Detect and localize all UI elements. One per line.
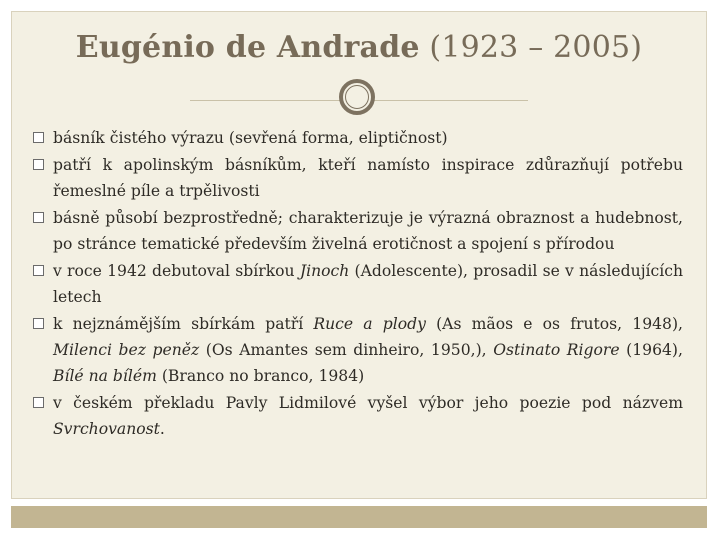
- bullet-text: [53, 315, 683, 385]
- footer-bar: [11, 506, 707, 528]
- square-bullet-icon: [33, 397, 44, 408]
- list-item: [33, 311, 683, 389]
- text-run: k nejznámějším sbírkám patří: [53, 315, 314, 333]
- list-item: [33, 125, 683, 151]
- list-item: [33, 205, 683, 257]
- square-bullet-icon: [33, 318, 44, 329]
- text-run: .: [159, 420, 165, 438]
- italic-title: Ruce a plody: [313, 315, 426, 333]
- text-run: básně působí bezprostředně; charakterizuje je výrazná obraznost a hudebnost, po stránce tematické především živelná erotičnost a spojení s přírodou: [53, 209, 683, 253]
- list-item: [33, 152, 683, 204]
- square-bullet-icon: [33, 132, 44, 143]
- bullet-text: [53, 394, 683, 438]
- square-bullet-icon: [33, 212, 44, 223]
- ring-ornament-icon: [339, 79, 375, 115]
- text-run: (1964),: [619, 341, 683, 359]
- text-run: patří k apolinským básníkům, kteří namísto inspirace zdůrazňují potřebu řemeslné píle a trpělivosti: [53, 156, 683, 200]
- italic-title: Milenci bez peněz: [53, 341, 200, 359]
- text-run: v roce 1942 debutoval sbírkou: [53, 262, 300, 280]
- title-name: Eugénio de Andrade: [75, 30, 420, 65]
- italic-title: Bílé na bílém: [53, 367, 157, 385]
- list-item: [33, 258, 683, 310]
- square-bullet-icon: [33, 265, 44, 276]
- text-run: básník čistého výrazu (sevřená forma, eliptičnost): [53, 129, 448, 147]
- square-bullet-icon: [33, 159, 44, 170]
- text-run: v českém překladu Pavly Lidmilové vyšel výbor jeho poezie pod názvem: [53, 394, 683, 412]
- italic-title: Jinoch: [299, 262, 350, 280]
- bullet-text: [53, 262, 683, 306]
- bullet-text: [53, 209, 683, 253]
- bullet-text: [53, 156, 683, 200]
- text-run: (Adolescente), prosadil se v následujících letech: [53, 262, 684, 306]
- text-run: (Os Amantes sem dinheiro, 1950,),: [199, 341, 494, 359]
- list-item: [33, 390, 683, 442]
- bullet-text: [53, 129, 448, 147]
- text-run: (As mãos e os frutos, 1948),: [425, 315, 684, 333]
- bullet-list: [33, 125, 683, 443]
- title-years: (1923 – 2005): [429, 30, 643, 65]
- italic-title: Svrchovanost: [53, 420, 160, 438]
- italic-title: Ostinato Rigore: [493, 341, 620, 359]
- text-run: (Branco no branco, 1984): [156, 367, 365, 385]
- page-title: [11, 30, 707, 65]
